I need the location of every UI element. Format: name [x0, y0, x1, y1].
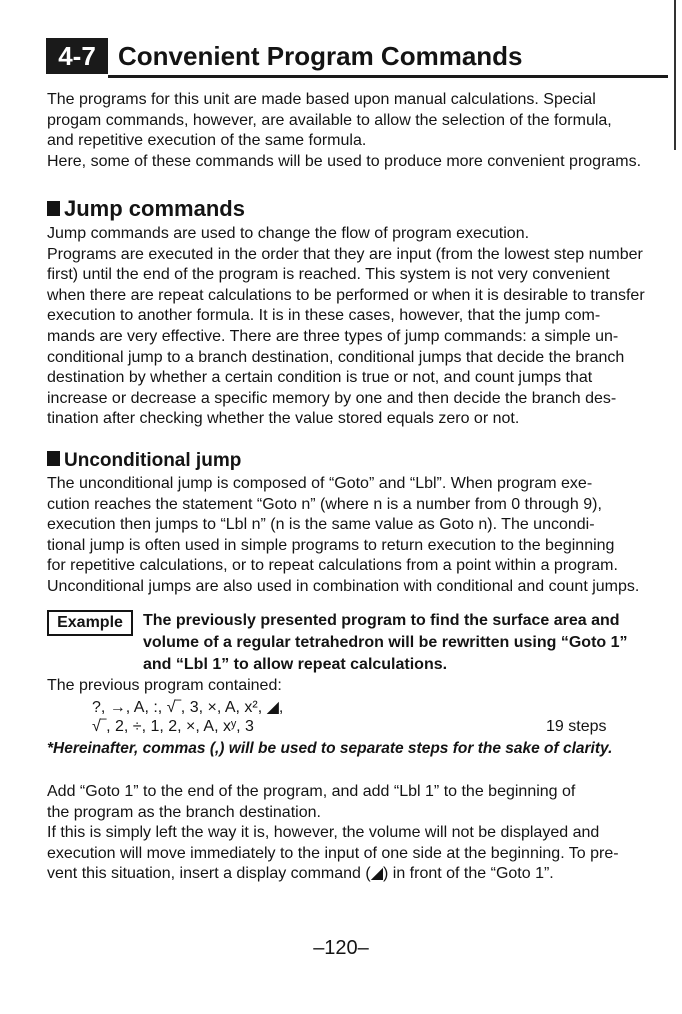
body-line: Unconditional jumps are also used in combination with conditional and count jumps. [47, 577, 640, 595]
bullet-square-icon [47, 451, 60, 466]
program-line-1: ?, →, A, :, √‾, 3, ×, A, x², ◢, [92, 699, 284, 716]
previous-program-label: The previous program contained: [47, 677, 282, 694]
program-line-2: √‾, 2, ÷, 1, 2, ×, A, xʸ, 3 [92, 718, 254, 735]
body-line: increase or decrease a specific memory by one and then decide the branch des- [47, 389, 617, 407]
section-header [46, 38, 668, 80]
unconditional-jump-heading [47, 450, 241, 472]
body-line: Jump commands are used to change the flow of program execution. [47, 225, 530, 242]
body-line: Programs are executed in the order that they are input (from the lowest step number [47, 245, 643, 263]
section-title: Convenient Program Commands [118, 41, 523, 71]
example-line: and “Lbl 1” to allow repeat calculations. [143, 656, 448, 673]
body-line: conditional jump to a branch destination, conditional jumps that decide the branch [47, 348, 625, 366]
body-line: vent this situation, insert a display command (◢) in front of the “Goto 1”. [47, 865, 554, 883]
body-line: tination after checking whether the value stored equals zero or not. [47, 410, 520, 428]
jump-commands-heading-text: Jump commands [64, 196, 245, 221]
body-line: execution to another formula. It is in these cases, however, that the jump com- [47, 307, 601, 325]
body-line: Add “Goto 1” to the end of the program, and add “Lbl 1” to the beginning of [47, 783, 576, 800]
comma-note: *Hereinafter, commas (,) will be used to separate steps for the sake of clarity. [47, 740, 613, 757]
intro-line: Here, some of these commands will be used to produce more convenient programs. [47, 152, 642, 170]
intro-line: The programs for this unit are made based upon manual calculations. Special [47, 91, 596, 108]
body-line: The unconditional jump is composed of “Goto” and “Lbl”. When program exe- [47, 475, 593, 492]
body-line: mands are very effective. There are three types of jump commands: a simple un- [47, 327, 619, 345]
intro-line: progam commands, however, are available to allow the selection of the formula, [47, 111, 612, 129]
body-line: cution reaches the statement “Goto n” (where n is a number from 0 through 9), [47, 495, 602, 513]
jump-commands-heading [47, 196, 245, 222]
intro-line: and repetitive execution of the same formula. [47, 132, 367, 150]
step-count: 19 steps [546, 718, 607, 735]
body-line: first) until the end of the program is reached. This system is not very convenient [47, 266, 610, 284]
example-description [143, 610, 663, 676]
body-line: when there are repeat calculations to be performed or when it is desirable to transfer [47, 286, 645, 304]
body-line: execution will move immediately to the input of one side at the beginning. To pre- [47, 844, 619, 862]
header-underline [108, 75, 668, 78]
jump-commands-paragraph [47, 224, 659, 430]
body-line: tional jump is often used in simple programs to return execution to the beginning [47, 536, 615, 554]
page-edge-rule [674, 0, 676, 150]
unconditional-jump-heading-text: Unconditional jump [64, 450, 242, 471]
body-line: execution then jumps to “Lbl n” (n is the same value as Goto n). The uncondi- [47, 516, 595, 534]
section-number-badge: 4-7 [46, 38, 108, 74]
intro-paragraph [47, 90, 659, 172]
body-line: destination by whether a certain condition is true or not, and count jumps that [47, 369, 593, 387]
body-line: the program as the branch destination. [47, 803, 321, 821]
body-line: for repetitive calculations, or to repeat calculations from a point within a program. [47, 557, 618, 575]
unconditional-jump-paragraph [47, 474, 659, 598]
example-line: The previously presented program to find the surface area and [143, 612, 620, 629]
page-number: –120– [313, 937, 369, 959]
closing-paragraph [47, 782, 659, 885]
body-line: If this is simply left the way it is, however, the volume will not be displayed and [47, 824, 600, 842]
example-line: volume of a regular tetrahedron will be rewritten using “Goto 1” [143, 634, 628, 651]
example-label-box: Example [47, 610, 133, 636]
bullet-square-icon [47, 201, 60, 216]
